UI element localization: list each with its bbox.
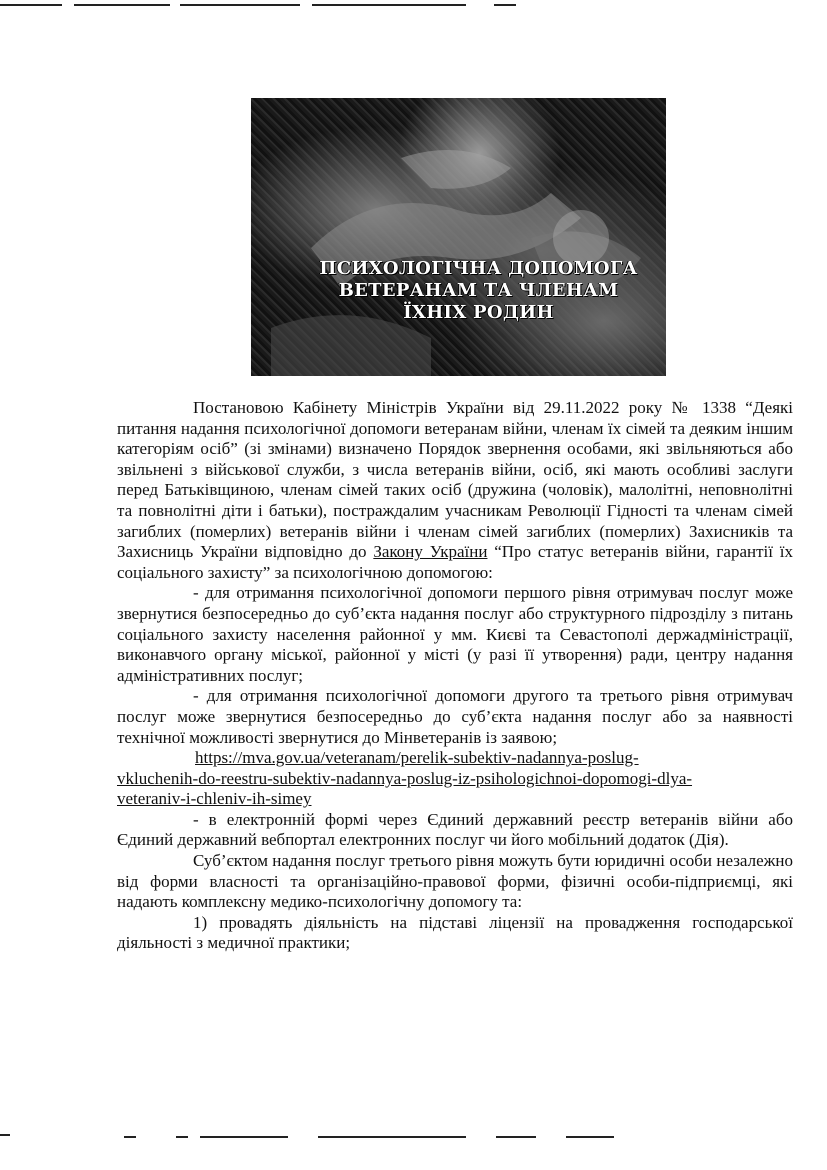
scan-artifact-bottom xyxy=(124,1136,136,1138)
banner-photo xyxy=(251,98,666,376)
scan-artifact-top xyxy=(494,4,516,6)
law-link[interactable]: Закону України xyxy=(373,542,488,562)
scan-artifact-bottom xyxy=(318,1136,466,1138)
intro-text-end: “Про статус ветеранів війни, гарантії їх соціального захисту” за психологічною допомогою: xyxy=(117,542,793,582)
providers-paragraph: Суб’єктом надання послуг третього рівня можуть бути юридичні особи незалежно від форми власності та організаційно-правової форми, фізичні особи-підприємці, які надають комплексну медико-психологічну допомогу та: xyxy=(117,851,793,912)
url-line[interactable]: https://mva.gov.ua/veteranam/perelik-subektiv-nadannya-poslug- xyxy=(195,748,639,768)
banner-title-line: ЇХНІХ РОДИН xyxy=(403,302,554,323)
url-line[interactable]: veteraniv-i-chleniv-ih-simey xyxy=(117,789,312,809)
bullet-second-third-level: - для отримання психологічної допомоги другого та третього рівня отримувач послуг може звернутися безпосередньо до суб’єкта надання послуг або за наявності технічної можливості звернутися до Мінветеранів із заявою; xyxy=(117,686,793,747)
veterans-ministry-link[interactable] xyxy=(117,748,793,810)
banner-title xyxy=(291,258,666,324)
scan-artifact-top xyxy=(180,4,300,6)
banner-image xyxy=(251,98,666,376)
bullet-electronic: - в електронній формі через Єдиний державний реєстр ветеранів війни або Єдиний державний вебпортал електронних послуг чи його мобільний додаток (Дія). xyxy=(117,809,793,850)
bullet-first-level: - для отримання психологічної допомоги першого рівня отримувач послуг може звернутися безпосередньо до суб’єкта надання послуг або структурного підрозділу з питань соціального захисту населення районної у мм. Києві та Севастополі держадміністрації, виконавчого органу міської, районної у місті (у разі її утворення) ради, центру надання адміністративних послуг; xyxy=(117,583,793,685)
intro-text: Постановою Кабінету Міністрів України від 29.11.2022 року № 1338 “Деякі питання надання психологічної допомоги ветеранам війни, членам їх сімей та деяким іншим категоріям осіб” (зі змінами) визначено Порядок звернення особами, які звільняються або звільнені з військової служби, з числа ветеранів війни, осіб, які мають особливі заслуги перед Батьківщиною, членам сімей таких осіб (дружина (чоловік), малолітні, неповнолітні та повнолітні діти і батьки), постраждалим учасникам Революції Гідності та членам сімей загиблих (померлих) ветеранів війни і членам сімей загиблих (померлих) Захисників та Захисниць України відповідно до xyxy=(117,398,793,562)
scan-artifact-bottom xyxy=(496,1136,536,1138)
intro-paragraph xyxy=(117,398,793,583)
scan-artifact-bottom xyxy=(0,1134,10,1136)
scan-artifact-top xyxy=(74,4,170,6)
url-line[interactable]: vkluchenih-do-reestru-subektiv-nadannya-poslug-iz-psihologichnoi-dopomogi-dlya- xyxy=(117,768,693,788)
scan-artifact-bottom xyxy=(566,1136,614,1138)
scan-artifact-bottom xyxy=(200,1136,288,1138)
banner-title-line: ВЕТЕРАНАМ ТА ЧЛЕНАМ xyxy=(338,280,619,301)
scan-artifact-top xyxy=(0,4,62,6)
scan-artifact-bottom xyxy=(176,1136,188,1138)
document-body xyxy=(117,398,793,954)
banner-title-line: ПСИХОЛОГІЧНА ДОПОМОГА xyxy=(319,258,638,279)
scan-artifact-top xyxy=(312,4,466,6)
list-item-1: 1) провадять діяльність на підставі ліцензії на провадження господарської діяльності з медичної практики; xyxy=(117,912,793,953)
